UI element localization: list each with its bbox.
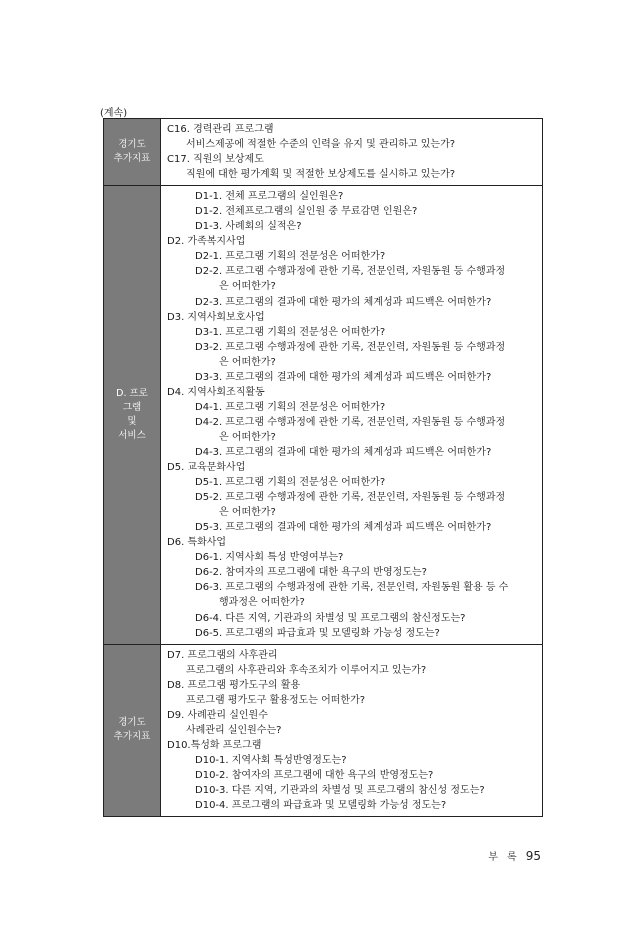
criterion-line: D1-1. 전체 프로그램의 실인원은? — [195, 191, 344, 203]
criterion-line: D2. 가족복지사업 — [167, 236, 246, 248]
criterion-line: D1-3. 사례회의 실적은? — [195, 221, 302, 233]
criterion-line: D3. 지역사회보호사업 — [167, 311, 265, 323]
criterion-line: 직원에 대한 평가계획 및 적절한 보상제도를 실시하고 있는가? — [186, 169, 456, 181]
criterion-line: D3-3. 프로그램의 결과에 대한 평가의 체계성과 피드백은 어떠한가? — [195, 371, 492, 383]
criterion-line: D9. 사례관리 실인원수 — [167, 709, 268, 721]
criterion-line: 행과정은 어떠한가? — [219, 597, 305, 609]
criterion-line: D10-2. 참여자의 프로그램에 대한 욕구의 반영정도는? — [195, 769, 434, 781]
criterion-line: C17. 직원의 보상제도 — [167, 154, 264, 166]
category-label: 및 — [127, 415, 137, 427]
criterion-line: D6. 특화사업 — [167, 537, 227, 549]
criterion-line: 프로그램의 사후관리와 후속조치가 이루어지고 있는가? — [186, 664, 427, 676]
criterion-line: D4-3. 프로그램의 결과에 대한 평가의 체계성과 피드백은 어떠한가? — [195, 446, 492, 458]
criterion-line: 은 어떠한가? — [219, 507, 276, 519]
criterion-line: 사례관리 실인원수는? — [186, 724, 282, 736]
criterion-line: D10.특성화 프로그램 — [167, 739, 262, 751]
page-number: 95 — [525, 849, 541, 863]
section-items — [161, 119, 543, 186]
criterion-line: 은 어떠한가? — [219, 431, 276, 443]
criterion-line: D2-3. 프로그램의 결과에 대한 평가의 체계성과 피드백은 어떠한가? — [195, 296, 492, 308]
criterion-line: 은 어떠한가? — [219, 356, 276, 368]
criterion-line: 은 어떠한가? — [219, 281, 276, 293]
section-row — [104, 186, 543, 644]
section-row — [104, 644, 543, 817]
criterion-line: D4-2. 프로그램 수행과정에 관한 기록, 전문인력, 자원동원 등 수행과정 — [195, 416, 506, 428]
criterion-line: D10-4. 프로그램의 파급효과 및 모델링화 가능성 정도는? — [195, 800, 447, 812]
criterion-line: D4. 지역사회조직활동 — [167, 386, 265, 398]
criterion-line: 서비스제공에 적절한 수준의 인력을 유지 및 관리하고 있는가? — [186, 139, 456, 151]
category-label: 추가지표 — [113, 153, 151, 165]
footer-label: 부 록 — [488, 852, 520, 863]
criterion-line: D10-3. 다른 지역, 기관과의 차별성 및 프로그램의 참신성 정도는? — [195, 785, 485, 797]
criterion-line: D7. 프로그램의 사후관리 — [167, 649, 278, 661]
category-label: 서비스 — [118, 429, 146, 441]
category-label: D. 프로 — [116, 387, 148, 399]
criteria-table — [103, 118, 543, 817]
criterion-line: C16. 경력관리 프로그램 — [167, 124, 274, 135]
section-category — [104, 119, 161, 186]
criterion-line: D5-1. 프로그램 기획의 전문성은 어떠한가? — [195, 477, 386, 489]
page-footer — [488, 848, 541, 863]
section-items — [161, 644, 543, 817]
section-category — [104, 186, 161, 644]
criterion-line: D1-2. 전체프로그램의 실인원 중 무료감면 인원은? — [195, 206, 418, 218]
section-row — [104, 119, 543, 186]
criterion-line: D6-4. 다른 지역, 기관과의 차별성 및 프로그램의 참신정도는? — [195, 612, 466, 624]
section-category — [104, 644, 161, 817]
criterion-line: 프로그램 평가도구 활용정도는 어떠한가? — [186, 694, 366, 706]
criterion-line: D5-3. 프로그램의 결과에 대한 평가의 체계성과 피드백은 어떠한가? — [195, 522, 492, 534]
criterion-line: D2-1. 프로그램 기획의 전문성은 어떠한가? — [195, 251, 386, 263]
continued-label: (계속) — [100, 108, 128, 119]
criterion-line: D6-3. 프로그램의 수행과정에 관한 기록, 전문인력, 자원동원 활용 등 수 — [195, 582, 509, 594]
criterion-line: D3-2. 프로그램 수행과정에 관한 기록, 전문인력, 자원동원 등 수행과정 — [195, 341, 506, 353]
criterion-line: D3-1. 프로그램 기획의 전문성은 어떠한가? — [195, 326, 386, 338]
criterion-line: D6-2. 참여자의 프로그램에 대한 욕구의 반영정도는? — [195, 567, 427, 579]
criterion-line: D5-2. 프로그램 수행과정에 관한 기록, 전문인력, 자원동원 등 수행과정 — [195, 492, 506, 504]
criterion-line: D2-2. 프로그램 수행과정에 관한 기록, 전문인력, 자원동원 등 수행과정 — [195, 266, 506, 278]
criterion-line: D6-1. 지역사회 특성 반영여부는? — [195, 552, 344, 564]
criterion-line: D5. 교육문화사업 — [167, 462, 246, 474]
criterion-line: D6-5. 프로그램의 파급효과 및 모델링화 가능성 정도는? — [195, 627, 440, 639]
section-items — [161, 186, 543, 644]
criterion-line: D8. 프로그램 평가도구의 활용 — [167, 679, 301, 691]
category-label: 경기도 — [118, 717, 146, 729]
criterion-line: D4-1. 프로그램 기획의 전문성은 어떠한가? — [195, 401, 386, 413]
category-label: 경기도 — [118, 139, 146, 151]
criterion-line: D10-1. 지역사회 특성반영정도는? — [195, 754, 347, 766]
category-label: 그램 — [122, 401, 142, 413]
category-label: 추가지표 — [113, 731, 151, 743]
